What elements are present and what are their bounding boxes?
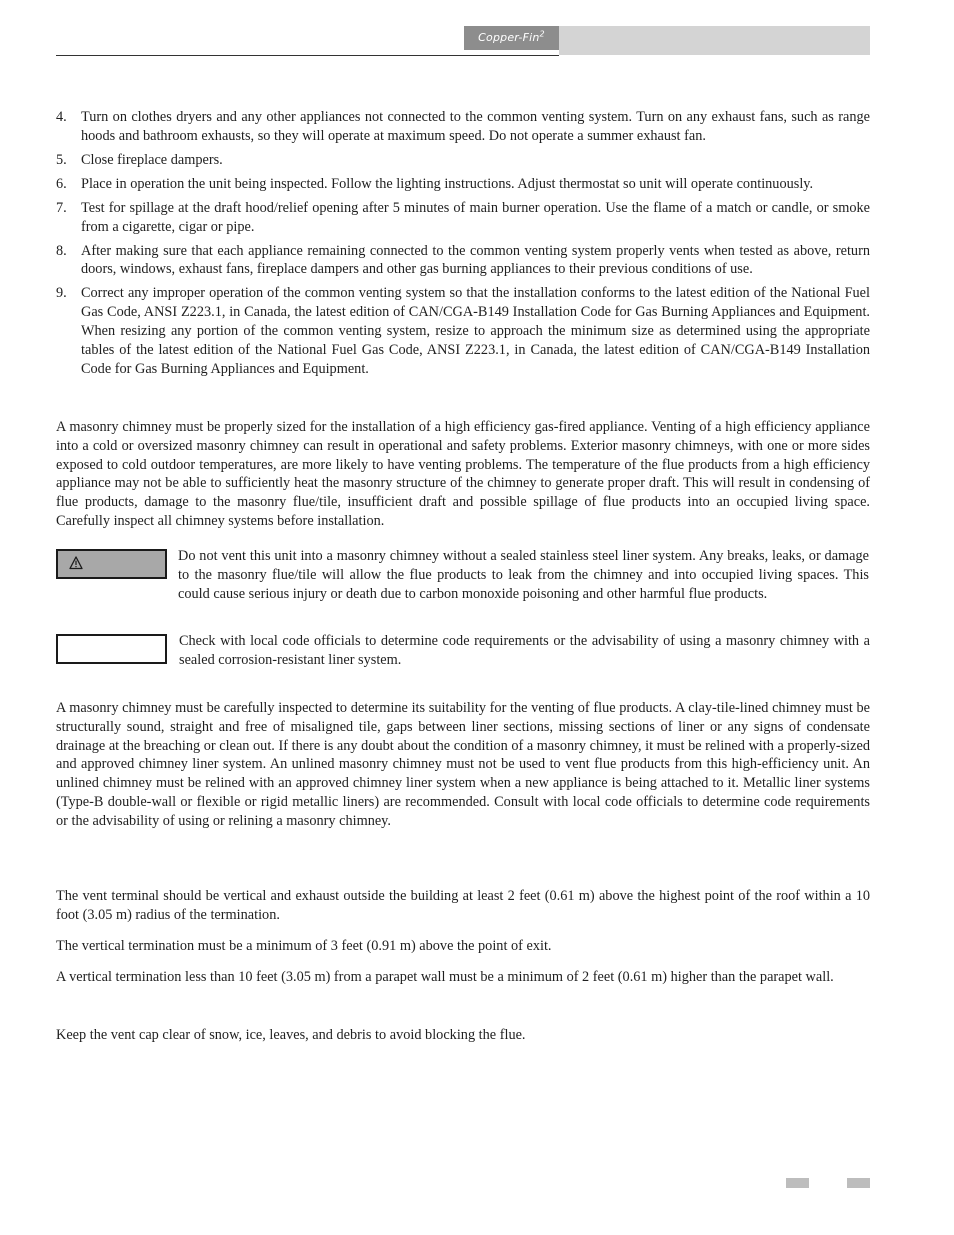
procedure-steps (56, 108, 870, 383)
termination-paragraph-2: The vertical termination must be a minimum of 3 feet (0.91 m) above the point of exit. (56, 938, 552, 954)
list-item: 9. Correct any improper operation of the common venting system so that the installation conforms to the latest edition of the National Fuel Gas Code, ANSI Z223.1, in Canada, the latest edition of CAN/CGA-B149 Installation Code for Gas Burning Appliances and Equipment. When resizing any portion of the common venting system, resize to approach the minimum size as determined using the appropriate tables of the latest edition of the National Fuel Gas Code, ANSI Z223.1, in Canada, the latest edition of CAN/CGA-B149 Installation Code for Gas Burning Appliances and Equipment. (56, 285, 870, 377)
termination-paragraph-1: The vent terminal should be vertical and exhaust outside the building at least 2 feet (0.61 m) above the highest point of the roof within a 10 foot (3.05 m) radius of the termination. (56, 888, 870, 923)
list-item: 7. Test for spillage at the draft hood/relief opening after 5 minutes of main burner operation. Use the flame of a match or candle, or smoke from a cigarette, cigar or pipe. (56, 199, 870, 235)
list-item: 8. After making sure that each appliance remaining connected to the common venting system properly vents when tested as above, return doors, windows, exhaust fans, fireplace dampers and other gas burning appliances to their previous conditions of use. (56, 242, 870, 278)
copper-fin-logo (464, 26, 559, 50)
chimney-inspection-paragraph: A masonry chimney must be carefully inspected to determine its suitability for the venting of flue products. A clay-tile-lined chimney must be structurally sound, straight and free of misaligned tile, gaps between liner sections, missing sections of liner or any signs of condensate drainage at the breaching or clean out. If there is any doubt about the condition of a masonry chimney, it must be relined with a properly-sized and approved chimney liner system. An unlined masonry chimney must not be used to vent flue products from this high-efficiency unit. An unlined chimney must be relined with an approved chimney liner system when a new appliance is being attached to it. Metallic liner systems (Type-B double-wall or flexible or rigid metallic liners) are recommended. Consult with local code officials to determine code requirements or the advisability of using or relining a masonry chimney. (56, 700, 870, 829)
list-item: 6. Place in operation the unit being inspected. Follow the lighting instructions. Adjust thermostat so unit will operate continuously. (56, 175, 814, 192)
header-bar (559, 26, 870, 55)
list-item: 5. Close fireplace dampers. (56, 151, 223, 168)
warning-text: Do not vent this unit into a masonry chimney without a sealed stainless steel liner system. Any breaks, leaks, or damage to the masonry flue/tile will allow the flue products to leak from the chimney and into occupied living spaces. This could cause serious injury or death due to carbon monoxide poisoning and other harmful flue products. (178, 548, 869, 602)
warning-triangle-icon (69, 556, 83, 570)
vent-cap-paragraph: Keep the vent cap clear of snow, ice, leaves, and debris to avoid blocking the flue. (56, 1027, 526, 1043)
footer-block-left (786, 1178, 809, 1188)
logo-superscript: 2 (539, 29, 545, 39)
logo-text: Copper-Fin (478, 31, 540, 44)
footer-block-right (847, 1178, 870, 1188)
list-item: 4. Turn on clothes dryers and any other appliances not connected to the common venting system. Turn on any exhaust fans, such as range hoods and bathroom exhausts, so they will operate at maximum speed. Do not operate a summer exhaust fan. (56, 109, 870, 144)
caution-label-box (56, 634, 167, 664)
masonry-chimney-intro: A masonry chimney must be properly sized for the installation of a high efficiency gas-fired appliance. Venting of a high efficiency appliance into a cold or oversized masonry chimney can result in operational and safety problems. Exterior masonry chimneys, with one or more sides exposed to cold outdoor temperatures, are more likely to have venting problems. The temperature of the flue products from a high efficiency appliance may not be able to sufficiently heat the masonry structure of the chimney to generate proper draft. This will result in condensing of flue products, damage to the masonry flue/tile, insufficient draft and possible spillage of flue products into an occupied living space. Carefully inspect all chimney systems before installation. (56, 419, 870, 529)
termination-paragraph-3: A vertical termination less than 10 feet (3.05 m) from a parapet wall must be a minimum of 2 feet (0.61 m) higher than the parapet wall. (56, 969, 834, 985)
caution-text: Check with local code officials to determine code requirements or the advisability of using a masonry chimney with a sealed corrosion-resistant liner system. (179, 633, 870, 668)
warning-label-box (56, 549, 167, 579)
header-rule (56, 55, 559, 56)
